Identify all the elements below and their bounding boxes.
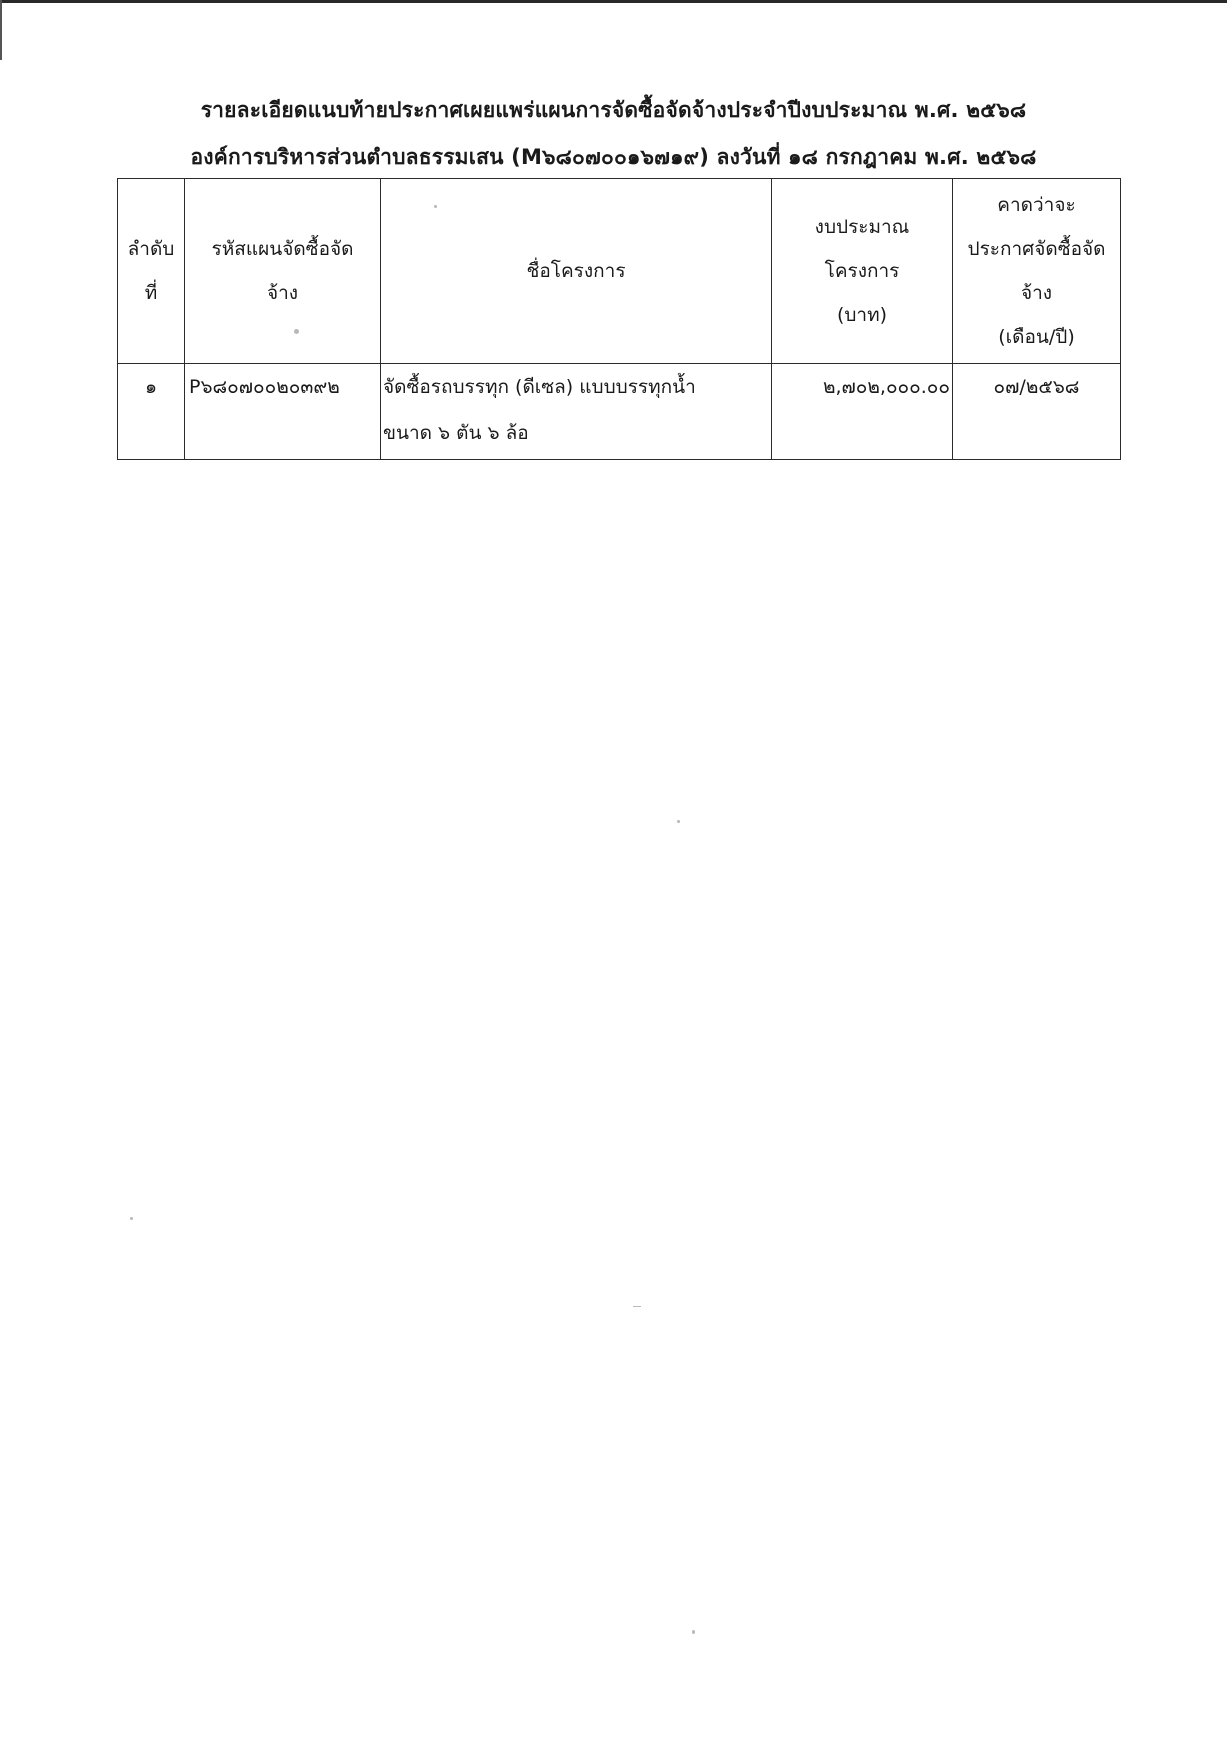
header-budget-line: (บาท) bbox=[836, 304, 888, 326]
scan-edge-top bbox=[0, 0, 1227, 3]
scan-speck bbox=[130, 1217, 133, 1220]
header-expected-month-line: จ้าง bbox=[1020, 282, 1053, 304]
header-no-line: ที่ bbox=[144, 282, 158, 304]
document-title: รายละเอียดแนบท้ายประกาศเผยแพร่แผนการจัดซื้อจัดจ้างประจำปีงบประมาณ พ.ศ. ๒๕๖๘ bbox=[200, 98, 1027, 122]
cell-no: ๑ bbox=[118, 364, 185, 460]
cell-project-name bbox=[381, 364, 772, 460]
project-name-line: จัดซื้อรถบรรทุก (ดีเซล) แบบบรรทุกน้ำ bbox=[383, 376, 696, 398]
header-expected-month-line: ประกาศจัดซื้อจัด bbox=[967, 238, 1106, 260]
header-no-line: ลำดับ bbox=[127, 238, 175, 260]
header-budget-line: งบประมาณ bbox=[814, 216, 910, 238]
header-budget-line: โครงการ bbox=[824, 260, 900, 282]
header-project-name-line: ชื่อโครงการ bbox=[526, 260, 626, 282]
header-project-name bbox=[381, 179, 772, 364]
header-plan-code-line: จ้าง bbox=[266, 282, 299, 304]
scan-speck bbox=[434, 205, 437, 208]
scan-speck bbox=[294, 329, 299, 334]
procurement-plan-table bbox=[117, 178, 1121, 460]
header-plan-code bbox=[185, 179, 381, 364]
header-plan-code-line: รหัสแผนจัดซื้อจัด bbox=[211, 238, 354, 260]
header-expected-month-line: (เดือน/ปี) bbox=[998, 326, 1075, 348]
document-subtitle: องค์การบริหารส่วนตำบลธรรมเสน (M๖๘๐๗๐๐๑๖๗๑๙) ลงวันที่ ๑๘ กรกฎาคม พ.ศ. ๒๕๖๘ bbox=[190, 145, 1037, 169]
cell-expected-month: ๐๗/๒๕๖๘ bbox=[953, 364, 1121, 460]
cell-plan-code: P๖๘๐๗๐๐๒๐๓๙๒ bbox=[185, 364, 381, 460]
project-name-line: ขนาด ๖ ตัน ๖ ล้อ bbox=[383, 422, 529, 444]
header-expected-month-line: คาดว่าจะ bbox=[997, 194, 1076, 216]
cell-budget: ๒,๗๐๒,๐๐๐.๐๐ bbox=[772, 364, 953, 460]
scan-speck bbox=[677, 820, 680, 823]
table-header-row bbox=[118, 179, 1121, 364]
scan-speck bbox=[692, 1630, 695, 1634]
header-budget bbox=[772, 179, 953, 364]
header-expected-month bbox=[953, 179, 1121, 364]
scan-speck bbox=[633, 1306, 641, 1307]
header-no bbox=[118, 179, 185, 364]
scan-edge-left bbox=[0, 0, 2, 60]
table-row bbox=[118, 364, 1121, 460]
